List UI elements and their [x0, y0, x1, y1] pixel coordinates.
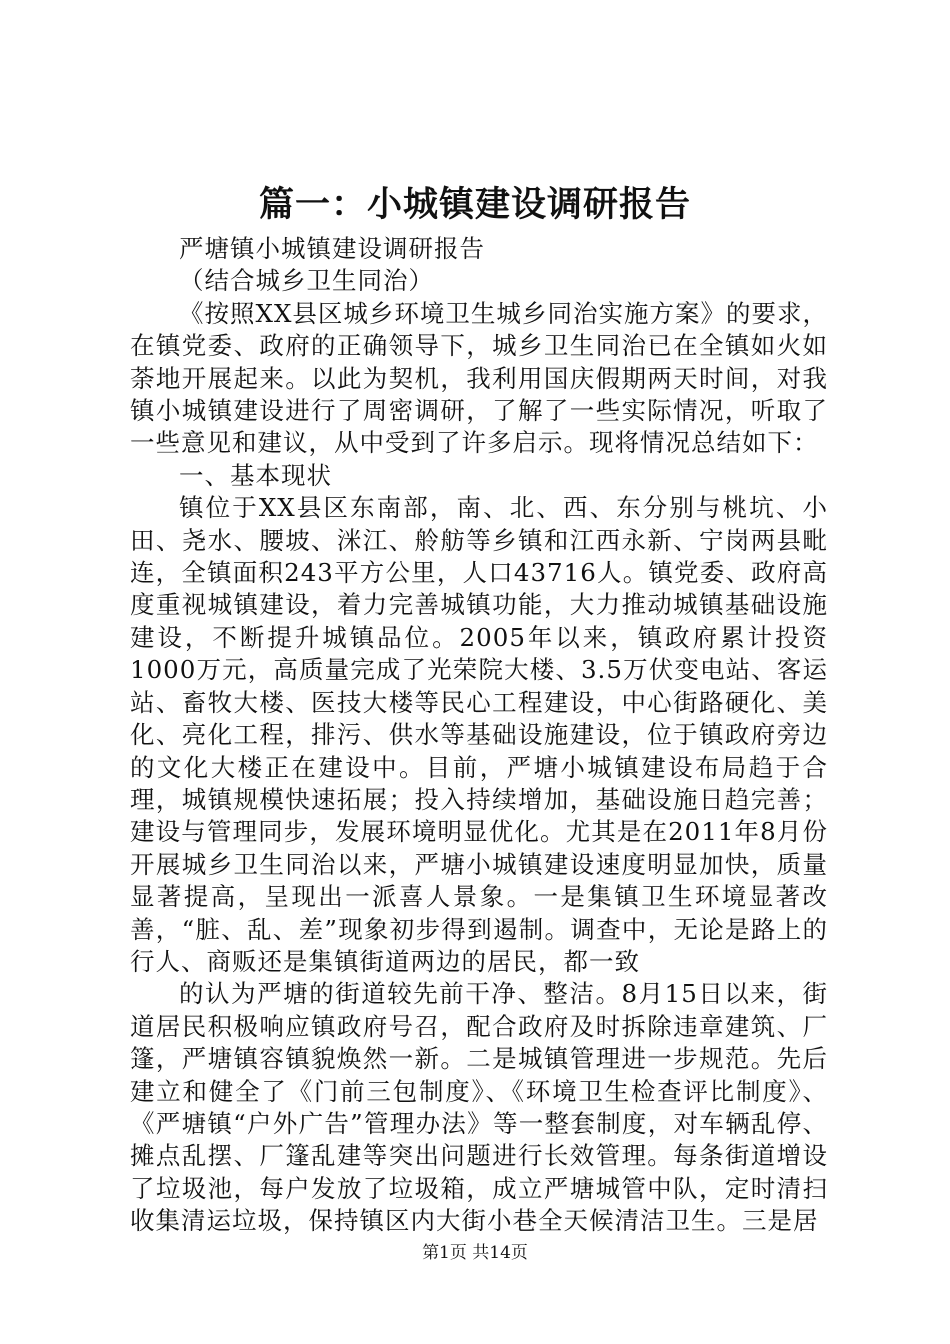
- subtitle-note: （结合城乡卫生同治）: [179, 266, 434, 296]
- paragraph: 的认为严塘的街道较先前干净、整洁。8月15日以来，街道居民积极响应镇政府号召，配合政府及时拆除违章建筑、厂篷，严塘镇容镇貌焕然一新。二是城镇管理进一步规范。先后建立和健全了《门前三包制度》、《环境卫生检查评比制度》、《严塘镇“户外广告”管理办法》等一整套制度，对车辆乱停、摊点乱摆、厂篷乱建等突出问题进行长效管理。每条街道增设了垃圾池，每户发放了垃圾箱，成立严塘城管中队，定时清扫收集清运垃圾，保持镇区内大街小巷全天候清洁卫生。三是居: [130, 979, 828, 1236]
- document-title: 篇一：小城镇建设调研报告: [258, 184, 691, 225]
- subtitle: 严塘镇小城镇建设调研报告: [179, 234, 485, 263]
- paragraph: 《按照XX县区城乡环境卫生城乡同治实施方案》的要求，在镇党委、政府的正确领导下，城乡卫生同治已在全镇如火如荼地开展起来。以此为契机，我利用国庆假期两天时间，对我镇小城镇建设进行了周密调研，了解了一些实际情况，听取了一些意见和建议，从中受到了许多启示。现将情况总结如下：: [130, 298, 828, 458]
- page-footer: 第1页 共14页: [422, 1243, 528, 1263]
- paragraph: 镇位于XX县区东南部，南、北、西、东分别与桃坑、小田、尧水、腰坡、洣江、舲舫等乡镇和江西永新、宁岗两县毗连，全镇面积243平方公里，人口43716人。镇党委、政府高度重视城镇建设，着力完善城镇功能，大力推动城镇基础设施建设，不断提升城镇品位。2005年以来，镇政府累计投资1000万元，高质量完成了光荣院大楼、3.5万伏变电站、客运站、畜牧大楼、医技大楼等民心工程建设，中心街路硬化、美化、亮化工程，排污、供水等基础设施建设，位于镇政府旁边的文化大楼正在建设中。目前，严塘小城镇建设布局趋于合理，城镇规模快速拓展；投入持续增加，基础设施日趋完善；建设与管理同步，发展环境明显优化。尤其是在2011年8月份开展城乡卫生同治以来，严塘小城镇建设速度明显加快，质量显著提高，呈现出一派喜人景象。一是集镇卫生环境显著改善，“脏、乱、差”现象初步得到遏制。调查中，无论是路上的行人、商贩还是集镇街道两边的居民，都一致: [130, 493, 828, 976]
- section-heading: 一、基本现状: [179, 460, 332, 490]
- document-body: [130, 233, 828, 1238]
